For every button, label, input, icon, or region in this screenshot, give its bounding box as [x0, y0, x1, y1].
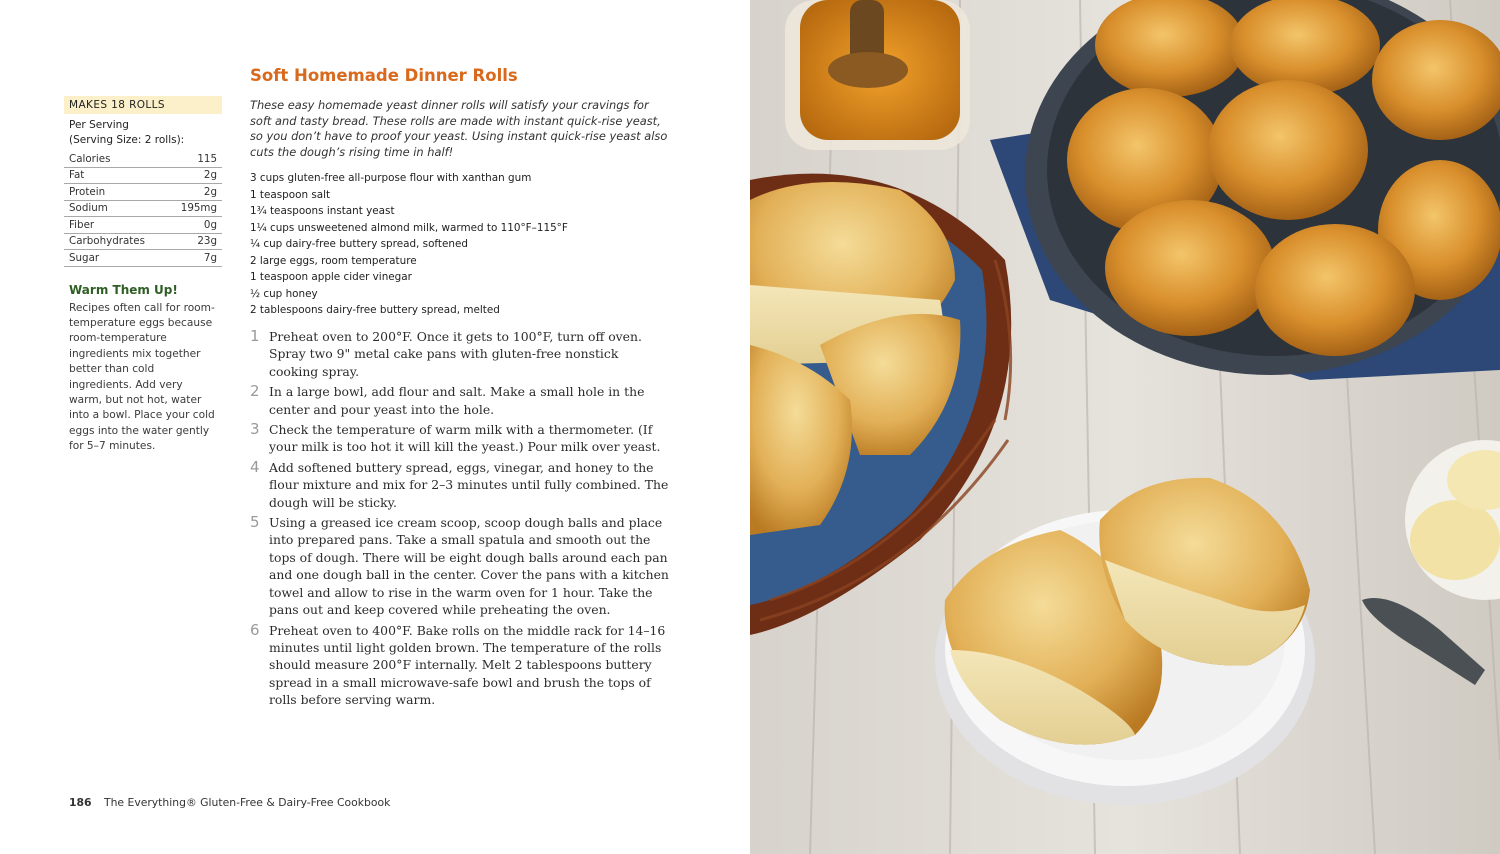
nutrition-row	[64, 168, 222, 185]
serving-size-label: (Serving Size: 2 rolls):	[69, 134, 185, 146]
ingredient-list	[250, 170, 670, 319]
step-number: 5	[250, 513, 260, 532]
nutrition-table	[64, 151, 222, 267]
honey-jar	[785, 0, 970, 150]
recipe-intro: These easy homemade yeast dinner rolls will satisfy your cravings for soft and tasty bread. These rolls are made with instant quick-rise yeast, so you don’t have to proof your yeast. Using instant quick-rise yeast also cuts the dough’s rising time in half!	[250, 98, 668, 159]
step-number: 4	[250, 457, 260, 476]
nutrient-value: 195mg	[180, 202, 217, 215]
nutrition-row	[64, 201, 222, 218]
ingredient-item: 2 tablespoons dairy-free buttery spread, melted	[250, 304, 500, 316]
nutrition-sidebar	[64, 96, 222, 455]
instruction-step	[250, 622, 670, 709]
step-number: 2	[250, 382, 260, 401]
ingredient-item: 1 teaspoon apple cider vinegar	[250, 271, 412, 283]
step-text: Preheat oven to 400°F. Bake rolls on the middle rack for 14–16 minutes until light golden brown. The temperature of the rolls should measure 200°F internally. Melt 2 tablespoons buttery spread in a small microwave-safe bowl and brush the tops of rolls before serving warm.	[269, 622, 666, 708]
nutrient-label: Sugar	[69, 251, 100, 264]
nutrient-label: Protein	[69, 185, 106, 198]
page-number: 186	[69, 796, 92, 809]
step-text: In a large bowl, add flour and salt. Make a small hole in the center and pour yeast into the hole.	[269, 384, 645, 417]
ingredient-item: ¼ cup dairy-free buttery spread, softened	[250, 238, 468, 250]
recipe-title: Soft Homemade Dinner Rolls	[250, 66, 518, 85]
nutrient-label: Calories	[69, 152, 111, 165]
nutrient-label: Fat	[69, 169, 85, 182]
dinner-rolls-photo	[750, 0, 1500, 854]
instruction-step	[250, 383, 670, 418]
step-text: Using a greased ice cream scoop, scoop dough balls and place into prepared pans. Take a small spatula and smooth out the tops of dough. There will be eight dough balls around each pan and one dough ball in the center. Cover the pans with a kitchen towel and allow to rise in the warm oven for 1 hour. Take the pans out and keep covered while preheating the oven.	[269, 515, 669, 618]
nutrient-value: 115	[197, 152, 217, 165]
book-title: The Everything® Gluten-Free & Dairy-Free Cookbook	[103, 796, 391, 809]
nutrient-label: Fiber	[69, 218, 95, 231]
nutrition-row	[64, 250, 222, 267]
instruction-step	[250, 421, 670, 456]
instruction-step	[250, 514, 670, 618]
nutrient-label: Sodium	[69, 202, 108, 215]
recipe-yield: MAKES 18 ROLLS	[64, 96, 222, 114]
step-text: Preheat oven to 200°F. Once it gets to 100°F, turn off oven. Spray two 9" metal cake pans with gluten-free nonstick cooking spray.	[269, 329, 642, 379]
step-text: Add softened buttery spread, eggs, vinegar, and honey to the flour mixture and mix for 2–3 minutes until fully combined. The dough will be sticky.	[269, 459, 669, 510]
step-number: 1	[250, 327, 260, 345]
instruction-step	[250, 459, 670, 511]
nutrition-row	[64, 217, 222, 234]
page-footer	[69, 796, 390, 809]
tip-body: Recipes often call for room-temperature eggs because room-temperature ingredients mix together better than cold ingredients. Add very warm, but not hot, water into a bowl. Place your cold eggs into the water gently for 5–7 minutes.	[69, 301, 215, 453]
ingredient-item: ½ cup honey	[250, 287, 318, 300]
ingredient-item: 1¾ teaspoons instant yeast	[250, 205, 395, 217]
per-serving-label: Per Serving	[69, 119, 129, 131]
ingredient-item: 1 teaspoon salt	[250, 188, 331, 201]
nutrition-row	[64, 184, 222, 201]
per-serving-heading	[64, 114, 222, 148]
nutrition-row	[64, 234, 222, 251]
nutrient-label: Carbohydrates	[69, 235, 146, 248]
nutrient-value: 2g	[203, 185, 217, 198]
step-number: 3	[250, 420, 260, 439]
nutrient-value: 23g	[197, 235, 217, 248]
nutrition-row	[64, 151, 222, 168]
tip-title: Warm Them Up!	[69, 282, 178, 297]
instruction-steps	[250, 328, 670, 712]
ingredient-item: 1¼ cups unsweetened almond milk, warmed to 110°F–115°F	[250, 221, 568, 234]
step-text: Check the temperature of warm milk with a thermometer. (If your milk is too hot it will kill the yeast.) Pour milk over yeast.	[269, 422, 661, 455]
nutrient-value: 0g	[203, 218, 217, 231]
step-number: 6	[250, 620, 260, 639]
instruction-step	[250, 328, 670, 380]
nutrient-value: 7g	[203, 251, 217, 264]
ingredient-item: 3 cups gluten-free all-purpose flour with xanthan gum	[250, 172, 532, 184]
nutrient-value: 2g	[203, 169, 217, 182]
ingredient-item: 2 large eggs, room temperature	[250, 254, 417, 267]
